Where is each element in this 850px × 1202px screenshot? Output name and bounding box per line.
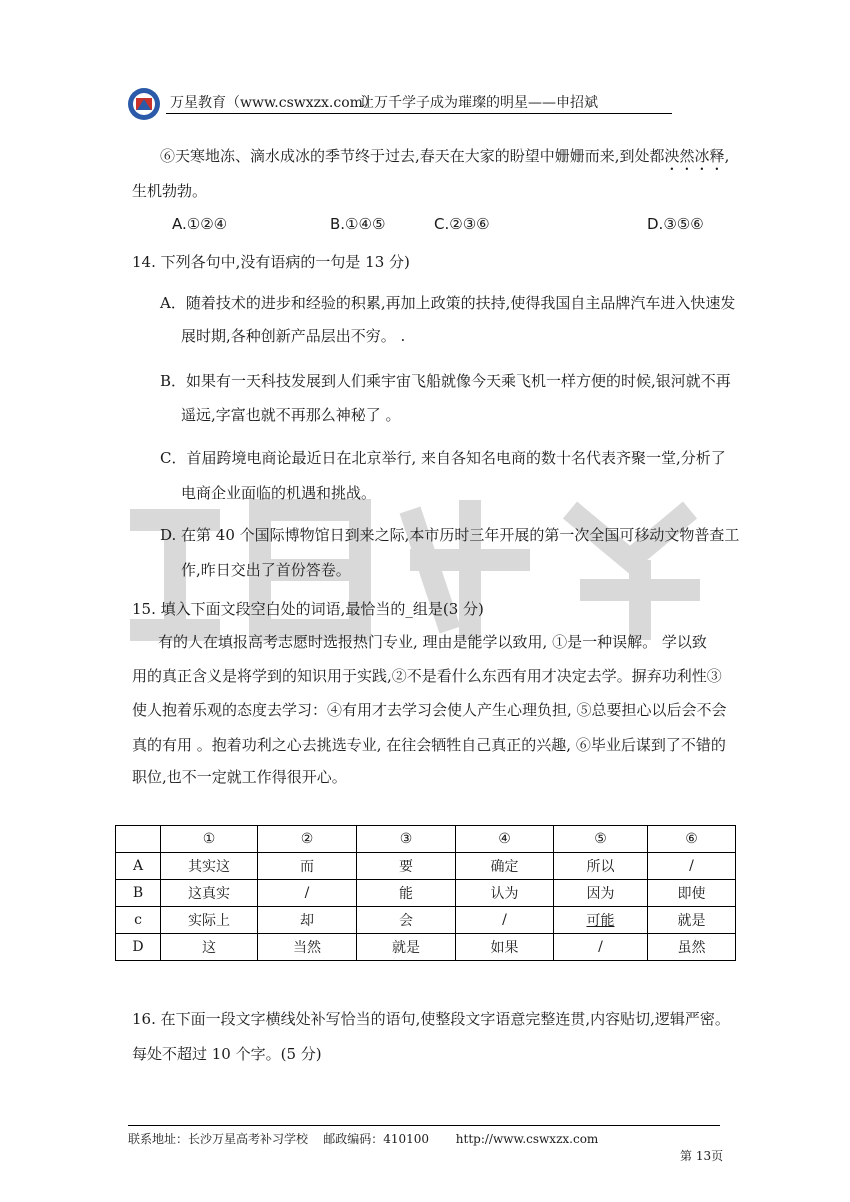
q13-item6-text: ⑥天寒地冻、滴水成冰的季节终于过去,春天在大家的盼望中姗姗而来,到处都: [160, 147, 665, 165]
table-cell: 因为: [554, 880, 648, 907]
q15-passage-line5: 职位,也不一定就工作得很开心。: [132, 768, 347, 786]
q14-option-d-line2: 作,昨日交出了首份答卷。: [181, 561, 351, 579]
table-cell: 会: [357, 907, 456, 934]
table-cell: 如果: [456, 934, 554, 961]
q15-passage-line1: 有的人在填报高考志愿时选报热门专业, 理由是能学以致用, ①是一种误解。 学以致: [158, 633, 707, 651]
table-header-cell: ④: [456, 826, 554, 853]
table-row: [116, 880, 736, 907]
table-cell: B: [116, 880, 161, 907]
q13-option-a: A.①②④: [172, 215, 228, 233]
table-cell: /: [258, 880, 357, 907]
q14-option-a-line2: 展时期,各种创新产品层出不穷。 .: [181, 327, 406, 345]
q14-option-a-line1: A．随着技术的进步和经验的积累,再加上政策的扶持,使得我国自主品牌汽车进入快速发: [160, 294, 736, 312]
q13-item6-punct: ,: [724, 147, 730, 165]
table-header-cell: ①: [161, 826, 258, 853]
table-header-cell: ②: [258, 826, 357, 853]
table-cell: /: [648, 853, 736, 880]
table-cell: 其实这: [161, 853, 258, 880]
q15-passage-line4: 真的有用 。抱着功利之心去挑选专业, 在往会牺牲自己真正的兴趣, ⑥毕业后谋到了不错的: [132, 736, 726, 754]
q15-stem: 15. 填入下面文段空白处的词语,最恰当的_组是(3 分): [132, 600, 484, 618]
q14-stem: 14. 下列各句中,没有语病的一句是 13 分): [132, 253, 410, 271]
q13-option-d: D.③⑤⑥: [647, 215, 704, 233]
table-header-cell: [116, 826, 161, 853]
table-cell: 要: [357, 853, 456, 880]
table-cell: 就是: [648, 907, 736, 934]
header-org: 万星教育（www.cswxzx.com）: [170, 95, 377, 111]
q13-item6-dotted-word: 泱然冰释: [664, 147, 725, 165]
page-number: 第 13页: [680, 1149, 724, 1163]
q15-passage-line3: 使人抱着乐观的态度去学习：④有用才去学习会使人产生心理负担, ⑤总要担心以后会不会: [132, 701, 727, 719]
q14-option-b-line2: 遥远,字富也就不再那么神秘了 。: [181, 406, 401, 424]
q13-option-c: C.②③⑥: [434, 215, 490, 233]
header-slogan: 让万千学子成为璀璨的明星——申招斌: [360, 95, 598, 111]
table-cell: c: [116, 907, 161, 934]
table-cell: /: [554, 934, 648, 961]
table-cell: 当然: [258, 934, 357, 961]
q15-answer-table: [115, 825, 736, 961]
footer-rule: [128, 1125, 720, 1126]
q13-item6-line1: [160, 145, 729, 174]
table-header-row: [116, 826, 736, 853]
table-cell: A: [116, 853, 161, 880]
table-cell: 就是: [357, 934, 456, 961]
q16-line2: 每处不超过 10 个字。(5 分): [132, 1045, 322, 1063]
footer-contact: 联系地址：长沙万星高考补习学校 邮政编码：410100 http://www.cswxzx.com: [128, 1132, 599, 1146]
table-header-cell: ⑥: [648, 826, 736, 853]
table-cell: 这: [161, 934, 258, 961]
table-cell: D: [116, 934, 161, 961]
table-row: [116, 934, 736, 961]
q14-option-c-line2: 电商企业面临的机遇和挑战。: [181, 484, 377, 502]
school-logo: [127, 87, 161, 121]
table-cell: 即使: [648, 880, 736, 907]
table-row: [116, 853, 736, 880]
q14-option-b-line1: B．如果有一天科技发展到人们乘宇宙飞船就像今天乘飞机一样方便的时候,银河就不再: [160, 372, 731, 390]
q14-option-d-line1: D. 在第 40 个国际博物馆日到来之际,本市历时三年开展的第一次全国可移动文物普查工: [160, 526, 740, 544]
table-cell: 所以: [554, 853, 648, 880]
q13-option-b: B.①④⑤: [330, 215, 386, 233]
table-cell: 却: [258, 907, 357, 934]
table-cell: 虽然: [648, 934, 736, 961]
table-cell: 实际上: [161, 907, 258, 934]
table-cell: 能: [357, 880, 456, 907]
q13-item6-line2: 生机勃勃。: [132, 182, 208, 200]
header-rule: [166, 113, 672, 114]
table-row: [116, 907, 736, 934]
q15-passage-line2: 用的真正含义是将学到的知识用于实践,②不是看什么东西有用才决定去学。摒弃功利性③: [132, 667, 722, 685]
table-header-cell: ③: [357, 826, 456, 853]
q14-option-c-line1: C．首届跨境电商论最近日在北京举行, 来自各知名电商的数十名代表齐聚一堂,分析了: [160, 449, 726, 467]
table-cell: 而: [258, 853, 357, 880]
table-cell: 认为: [456, 880, 554, 907]
q16-line1: 16. 在下面一段文字横线处补写恰当的语句,使整段文字语意完整连贯,内容贴切,逻辑严密。: [132, 1010, 730, 1028]
table-cell: /: [456, 907, 554, 934]
table-header-cell: ⑤: [554, 826, 648, 853]
table-cell: 确定: [456, 853, 554, 880]
table-cell: 可能: [554, 907, 648, 934]
table-cell: 这真实: [161, 880, 258, 907]
